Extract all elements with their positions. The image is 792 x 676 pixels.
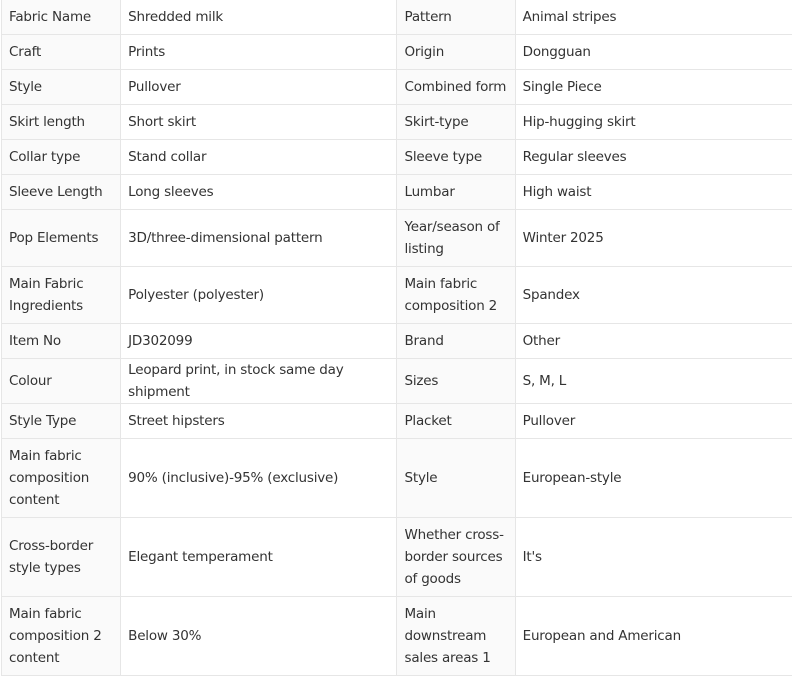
attribute-value: Pullover [515,404,792,439]
attribute-label: Skirt-type [397,105,515,140]
product-attributes-table [1,0,792,676]
attribute-value: 3D/three-dimensional pattern [121,210,397,267]
table-row [2,105,792,140]
table-row [2,597,792,676]
attribute-label: Fabric Name [2,0,121,35]
table-row [2,70,792,105]
attribute-label: Main downstream sales areas 1 [397,597,515,676]
attribute-value: Spandex [515,267,792,324]
attribute-label: Pop Elements [2,210,121,267]
attribute-label: Main fabric composition 2 content [2,597,121,676]
table-row [2,0,792,35]
attribute-value: Winter 2025 [515,210,792,267]
attribute-value: European-style [515,439,792,518]
attribute-label: Lumbar [397,175,515,210]
table-row [2,324,792,359]
attribute-label: Style [2,70,121,105]
attribute-value: Regular sleeves [515,140,792,175]
attribute-label: Main Fabric Ingredients [2,267,121,324]
attribute-value: Leopard print, in stock same day shipment [121,359,397,404]
product-attributes-body [2,0,792,676]
attribute-label: Sizes [397,359,515,404]
table-row [2,359,792,404]
attribute-label: Cross-border style types [2,518,121,597]
attribute-label: Collar type [2,140,121,175]
attribute-label: Sleeve Length [2,175,121,210]
attribute-value: Stand collar [121,140,397,175]
attribute-value: It's [515,518,792,597]
attribute-value: Single Piece [515,70,792,105]
attribute-value: S, M, L [515,359,792,404]
table-row [2,439,792,518]
attribute-value: Other [515,324,792,359]
attribute-label: Pattern [397,0,515,35]
attribute-label: Main fabric composition content [2,439,121,518]
table-row [2,35,792,70]
attribute-label: Skirt length [2,105,121,140]
attribute-value: 90% (inclusive)-95% (exclusive) [121,439,397,518]
attribute-label: Colour [2,359,121,404]
attribute-value: Pullover [121,70,397,105]
attribute-label: Style [397,439,515,518]
table-row [2,267,792,324]
attribute-value: Polyester (polyester) [121,267,397,324]
attribute-value: Long sleeves [121,175,397,210]
attribute-value: Hip-hugging skirt [515,105,792,140]
attribute-value: Prints [121,35,397,70]
attribute-label: Item No [2,324,121,359]
table-row [2,175,792,210]
attribute-label: Placket [397,404,515,439]
attribute-label: Combined form [397,70,515,105]
table-row [2,140,792,175]
attribute-label: Whether cross-border sources of goods [397,518,515,597]
attribute-label: Craft [2,35,121,70]
attribute-value: Animal stripes [515,0,792,35]
attribute-label: Brand [397,324,515,359]
attribute-value: Short skirt [121,105,397,140]
attribute-label: Style Type [2,404,121,439]
attribute-value: European and American [515,597,792,676]
attribute-value: Shredded milk [121,0,397,35]
attribute-value: Street hipsters [121,404,397,439]
attribute-label: Origin [397,35,515,70]
attribute-value: High waist [515,175,792,210]
attribute-label: Main fabric composition 2 [397,267,515,324]
attribute-value: Elegant temperament [121,518,397,597]
table-row [2,404,792,439]
attribute-value: Dongguan [515,35,792,70]
attribute-label: Year/season of listing [397,210,515,267]
attribute-label: Sleeve type [397,140,515,175]
attribute-value: JD302099 [121,324,397,359]
table-row [2,518,792,597]
table-row [2,210,792,267]
attribute-value: Below 30% [121,597,397,676]
